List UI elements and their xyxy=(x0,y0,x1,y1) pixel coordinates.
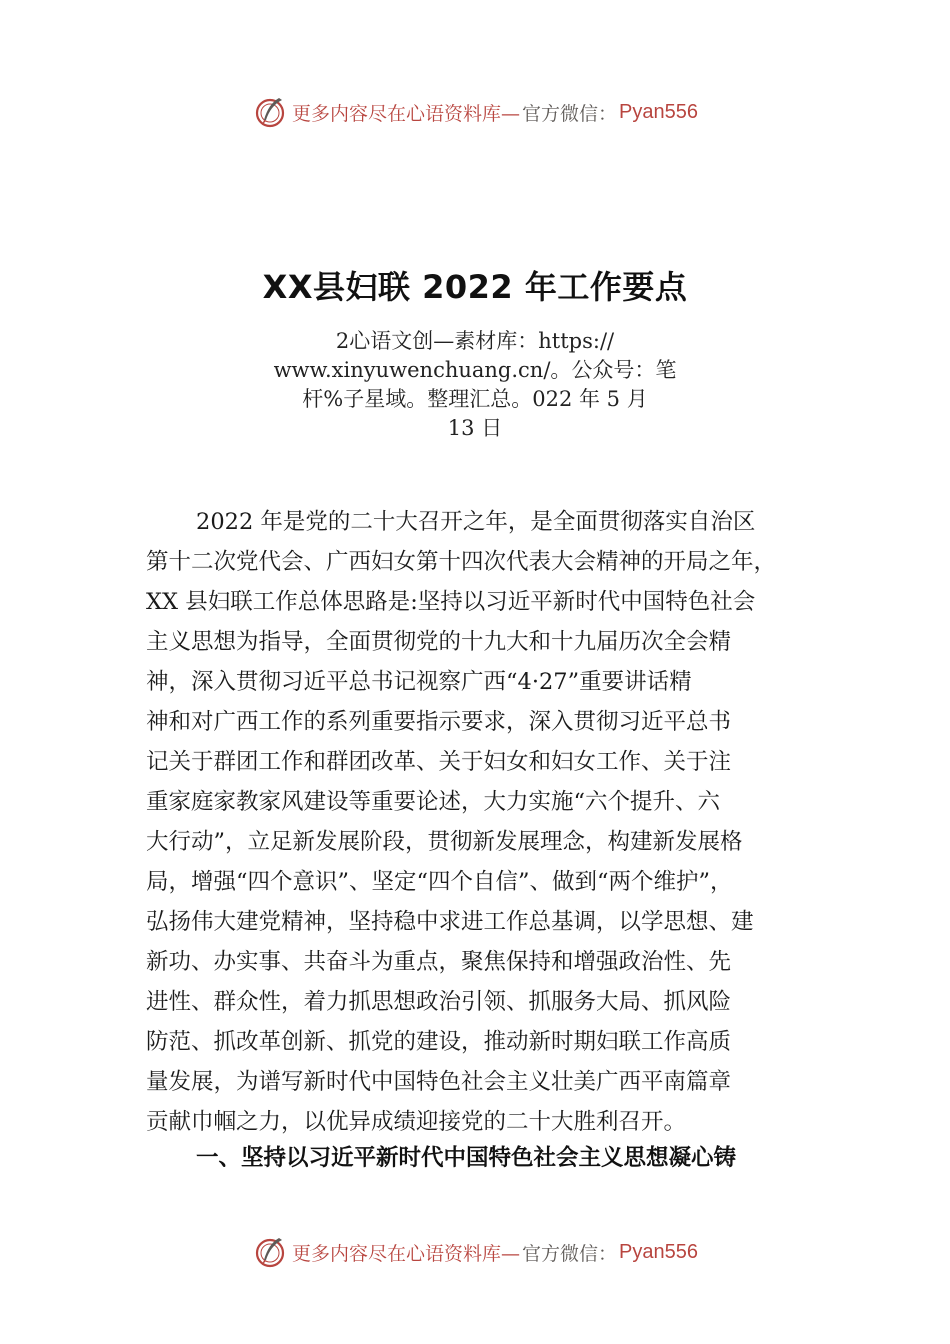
quill-logo-icon xyxy=(252,94,288,130)
banner-wechat-id: Pyan556 xyxy=(619,100,698,123)
body-line: 弘扬伟大建党精神，坚持稳中求进工作总基调，以学思想、建 xyxy=(146,909,754,935)
body-line: 防范、抓改革创新、抓党的建设，推动新时期妇联工作高质 xyxy=(146,1029,732,1055)
body-line: 量发展，为谱写新时代中国特色社会主义壮美广西平南篇章 xyxy=(146,1069,732,1095)
body-line: 主义思想为指导，全面贯彻党的十九大和十九届历次全会精 xyxy=(146,629,732,655)
document-title: XX县妇联 2022 年工作要点 xyxy=(262,268,688,306)
body-line: 神和对广西工作的系列重要指示要求，深入贯彻习近平总书 xyxy=(146,709,732,735)
body-line: 进性、群众性，着力抓思想政治引领、抓服务大局、抓风险 xyxy=(146,989,732,1015)
body-line: 贡献巾帼之力，以优异成绩迎接党的二十大胜利召开。 xyxy=(146,1109,687,1135)
byline xyxy=(200,327,750,443)
byline-line: www.xinyuwenchuang.cn/。公众号：笔 xyxy=(273,358,677,382)
banner-wechat-label: 官方微信： xyxy=(522,102,618,125)
quill-logo-icon xyxy=(252,1234,288,1270)
body-line: 局，增强“四个意识”、坚定“四个自信”、做到“两个维护”， xyxy=(146,869,733,895)
body-line: 新功、办实事、共奋斗为重点，聚焦保持和增强政治性、先 xyxy=(146,949,732,975)
body-line: 神，深入贯彻习近平总书记视察广西“4·27”重要讲话精 xyxy=(146,669,692,695)
banner-wechat-id: Pyan556 xyxy=(619,1240,698,1263)
banner-wechat-label: 官方微信： xyxy=(522,1242,618,1265)
section-heading: 一、坚持以习近平新时代中国特色社会主义思想凝心铸 xyxy=(196,1145,737,1171)
body-line: XX 县妇联工作总体思路是:坚持以习近平新时代中国特色社会 xyxy=(146,589,756,615)
header-banner xyxy=(0,92,950,132)
byline-line: 杆%子星域。整理汇总。022 年 5 月 xyxy=(302,387,648,411)
banner-text: 更多内容尽在心语资料库— xyxy=(292,1242,521,1265)
footer-banner xyxy=(0,1232,950,1272)
body-line: 第十二次党代会、广西妇女第十四次代表大会精神的开局之年， xyxy=(146,549,777,575)
body-line: 记关于群团工作和群团改革、关于妇女和妇女工作、关于注 xyxy=(146,749,732,775)
byline-line: 13 日 xyxy=(447,416,503,440)
body-line: 2022 年是党的二十大召开之年，是全面贯彻落实自治区 xyxy=(196,509,756,535)
byline-line: 2心语文创—素材库：https:// xyxy=(335,329,615,353)
banner-text: 更多内容尽在心语资料库— xyxy=(292,102,521,125)
body-line: 重家庭家教家风建设等重要论述，大力实施“六个提升、六 xyxy=(146,789,721,815)
body-line: 大行动”，立足新发展阶段，贯彻新发展理念，构建新发展格 xyxy=(146,829,743,855)
body-paragraph xyxy=(146,502,826,1142)
